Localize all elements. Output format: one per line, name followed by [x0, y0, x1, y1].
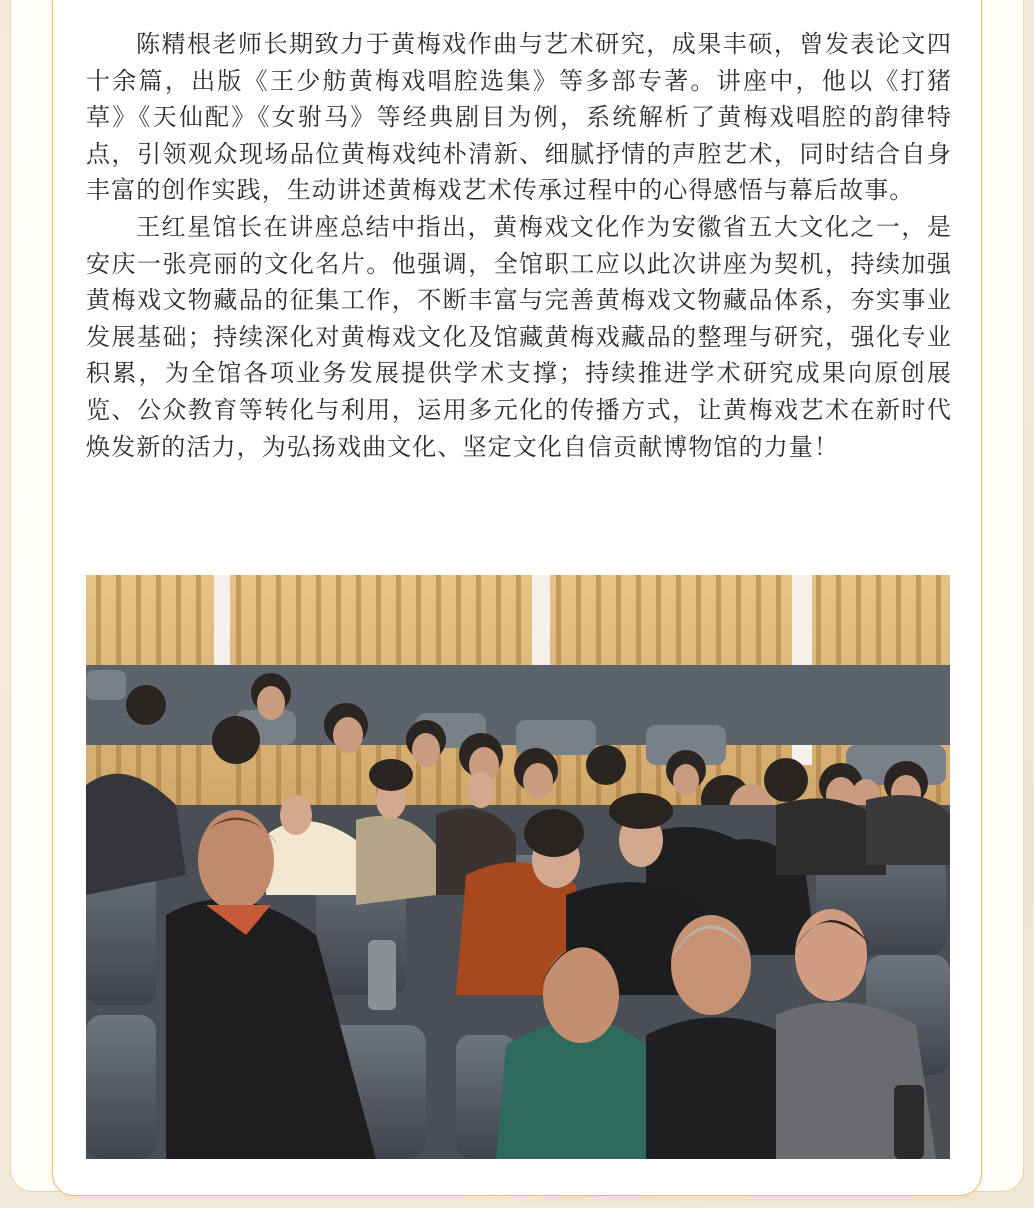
article-body	[86, 26, 952, 465]
paragraph-lecture-content: 陈精根老师长期致力于黄梅戏作曲与艺术研究，成果丰硕，曾发表论文四十余篇，出版《王少舫黄梅戏唱腔选集》等多部专著。讲座中，他以《打猪草》《天仙配》《女驸马》等经典剧目为例，系统解析了黄梅戏唱腔的韵律特点，引领观众现场品位黄梅戏纯朴清新、细腻抒情的声腔艺术，同时结合自身丰富的创作实践，生动讲述黄梅戏艺术传承过程中的心得感悟与幕后故事。	[86, 30, 952, 205]
paragraph-director-summary: 王红星馆长在讲座总结中指出，黄梅戏文化作为安徽省五大文化之一，是安庆一张亮丽的文化名片。他强调，全馆职工应以此次讲座为契机，持续加强黄梅戏文物藏品的征集工作，不断丰富与完善黄梅戏文物藏品体系，夯实事业发展基础；持续深化对黄梅戏文化及馆藏黄梅戏藏品的整理与研究，强化专业积累，为全馆各项业务发展提供学术支撑；持续推进学术研究成果向原创展览、公众教育等转化与利用，运用多元化的传播方式，让黄梅戏艺术在新时代焕发新的活力，为弘扬戏曲文化、坚定文化自信贡献博物馆的力量！	[86, 212, 952, 461]
lecture-audience-photo	[86, 575, 950, 1159]
